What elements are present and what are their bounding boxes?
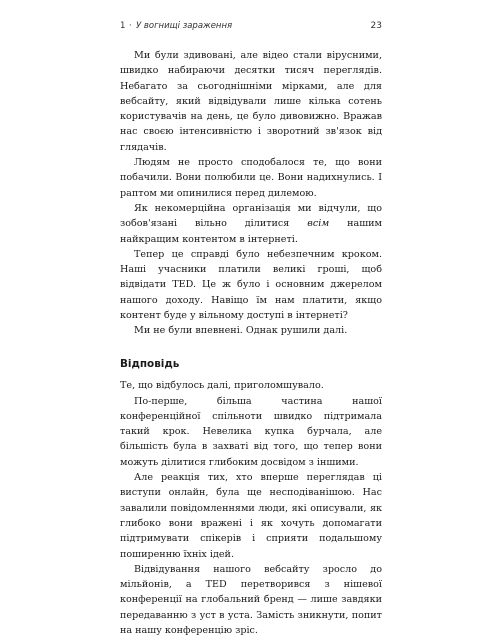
paragraph-text: нашим найкращим контентом в інтернеті.	[120, 218, 382, 245]
section-spacer	[120, 339, 382, 354]
paragraph: Ми були здивовані, але відео стали вірусними, швидко набираючи десятки тисяч переглядів. Небагато за сьогоднішніми мірками, але для вебсайту, який відвідували лише кілька сотень користувачів на день, це було дивовижно. Вражав нас своєю інтенсивністю і зворотний зв'язок від глядачів.	[120, 50, 382, 153]
paragraph: Але реакція тих, хто вперше переглядав ці виступи онлайн, була ще несподіванішою. Нас завалили повідомленнями люди, які описували, як глибоко вони вражені і як хочуть допомагати підтримувати спікерів і сприяти подальшому поширенню їхніх ідей.	[120, 472, 382, 560]
paragraph: По-перше, більша частина нашої конференційної спільноти швидко підтримала такий крок. Невелика купка бурчала, але більшість була в захваті від того, що тепер вони можуть ділитися глибоким досвідом з іншими.	[120, 395, 382, 468]
section-heading: Відповідь	[120, 357, 180, 370]
paragraph: Відвідування нашого вебсайту зросло до мільйонів, а TED перетворився з нішевої конференції на глобальний бренд — лише завдяки передаванню з уст в уста. Замість зникнути, попит на нашу конференцію зріс.	[120, 563, 382, 636]
paragraph: Те, що відбулось далі, приголомшувало.	[120, 380, 324, 392]
paragraph-text: Як некомерційна організація ми відчули, що зобов'язані вільно ділитися	[120, 202, 382, 230]
running-head	[120, 21, 382, 35]
paragraph: Людям не просто сподобалося те, що вони побачили. Вони полюбили це. Вони надихнулись. І раптом ми опинилися перед дилемою.	[120, 157, 382, 199]
emphasis: всім	[307, 218, 330, 230]
page-number: 23	[370, 21, 382, 31]
paragraph: Тепер це справді було небезпечним кроком. Наші учасники платили великі гроші, щоб відвідати TED. Це ж було і основним джерелом нашого доходу. Навіщо їм нам платити, якщо контент буде у вільному доступі в інтернеті?	[120, 248, 382, 322]
chapter-title: У вогнищі зараження	[136, 21, 233, 31]
running-head-separator: ·	[129, 21, 132, 31]
paragraph: Ми не були впевнені. Однак рушили далі.	[134, 325, 348, 337]
body-text	[120, 48, 382, 638]
chapter-number: 1	[120, 21, 126, 31]
paragraph	[120, 201, 382, 247]
